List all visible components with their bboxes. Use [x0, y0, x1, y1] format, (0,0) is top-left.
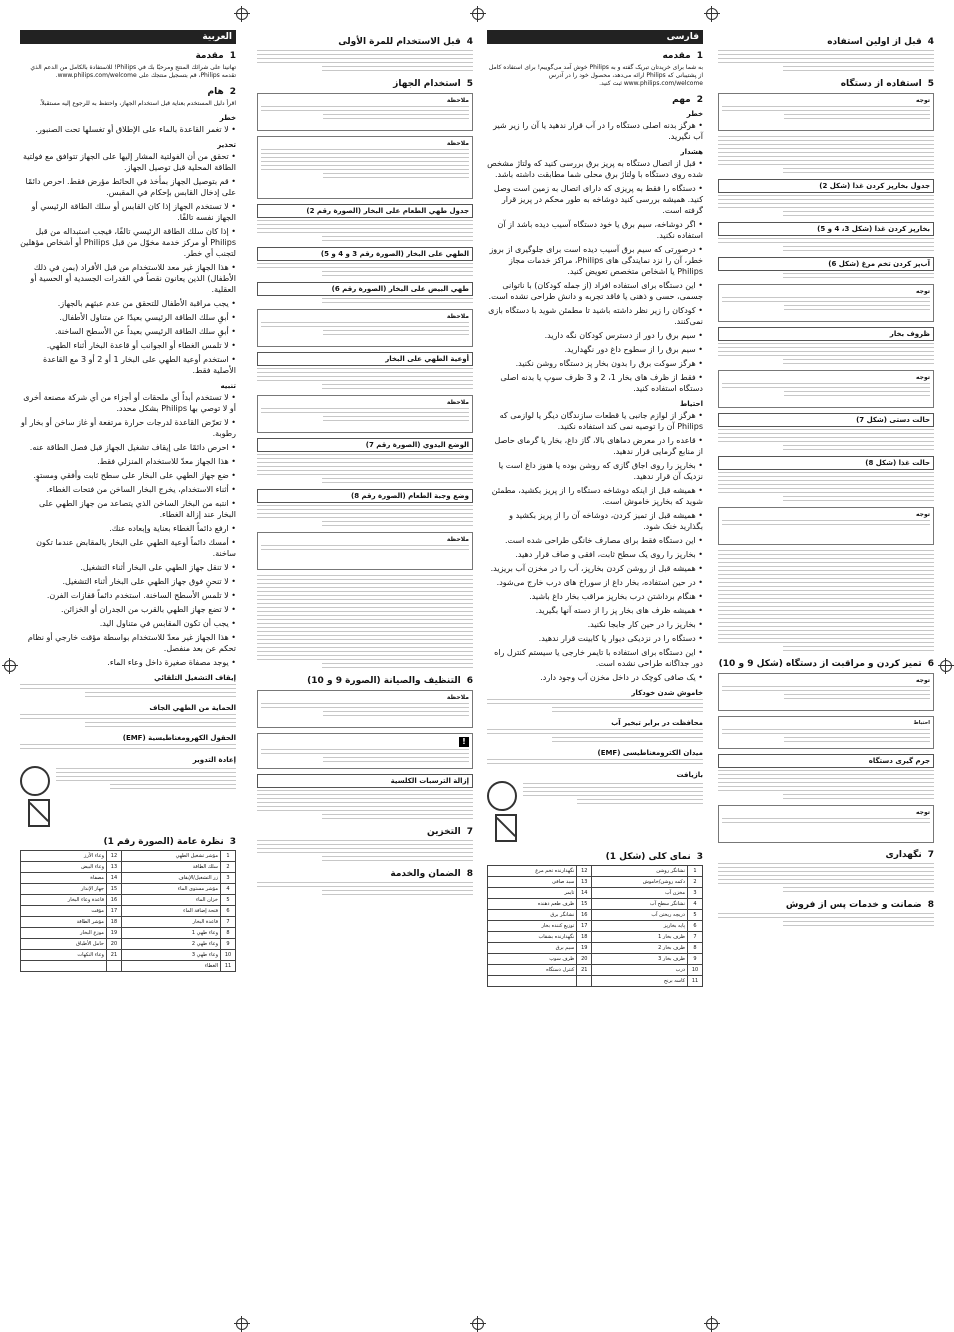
note-box: توجه	[718, 93, 934, 131]
language-header: العربية	[20, 30, 236, 44]
crossed-bin-icon	[28, 799, 50, 827]
subsection-heading: آب‌پز کردن تخم مرغ (شکل 6)	[718, 257, 934, 271]
section-heading: 2هام	[207, 87, 236, 97]
registration-mark-icon	[236, 8, 248, 20]
recycle-icon	[20, 766, 50, 796]
list-item: • درصورتی که سیم برق آسیب دیده است برای جلوگیری از بروز خطر، آن را نزد نمایندگی های Philips، مراکز خدمات مجاز Philips یا اشخاص متخصص تعویض کنید.	[487, 244, 703, 277]
section-heading: 7التخزين	[427, 827, 473, 837]
list-item: • لا تستخدم الجهاز إذا كان القابس أو سلك الطاقة الرئيسي أو الجهاز نفسه تالفًا.	[20, 201, 236, 223]
section-heading: 4قبل از اولین استفاده	[827, 37, 934, 47]
important-intro: اقرأ دليل المستخدم بعناية قبل استخدام الجهاز، واحتفظ به للرجوع إليه مستقبلاً.	[39, 100, 236, 107]
registration-mark-icon	[236, 1318, 248, 1330]
intro-text: تهانينا على شرائك المنتج ومرحبًا بك في Philips! للاستفادة بالكامل من الدعم الذي تقدمه Philips، قم بتسجيل منتجك على www.philips.com/welcome.	[30, 64, 236, 79]
list-item: • در حین استفاده، بخار داغ از سوراخ های درب خارج می‌شود.	[487, 577, 703, 588]
registration-mark-icon	[940, 660, 952, 672]
danger-item: • لا تغمر القاعدة بالماء على الإطلاق أو تغسلها تحت الصنبور.	[20, 124, 236, 135]
section-heading: 5استخدام الجهاز	[393, 79, 473, 89]
persian-column-1	[487, 30, 703, 987]
warning-label: احتیاط	[913, 720, 930, 726]
registration-mark-icon	[472, 1318, 484, 1330]
section-heading: 8الضمان والخدمة	[390, 869, 473, 879]
subheading: الحقول الكهرومغناطيسية (EMF)	[122, 734, 236, 742]
list-item: • قبل از اتصال دستگاه به پریز برق بررسی کنید که ولتاژ مشخص شده روی دستگاه با ولتاژ برق محلی شما مطابقت داشته باشد.	[487, 158, 703, 180]
list-item: • سیم برق را دور از دسترس کودکان نگه دارید.	[487, 330, 703, 341]
subsection-heading: بخارپز کردن غذا (شکل 3، 4 و 5)	[718, 222, 934, 236]
table-row: 6 پایه بخارپز 17 توزیع کننده بخار	[488, 921, 703, 932]
warning-box	[718, 716, 934, 749]
note-box: ملاحظة	[257, 690, 473, 728]
table-row: 9 ظرف بخار 3 20 ظرف سوپ	[488, 954, 703, 965]
arabic-column-2	[257, 30, 473, 898]
list-item: • بخارپز را روی اجاق گازی که روشن بوده یا هنوز داغ است یا نزدیک آن قرار ندهید.	[487, 460, 703, 482]
subsection-heading: الطهي على البخار (الصورة رقم 3 و 4 و 5)	[257, 247, 473, 261]
warning-heading: تحذير	[217, 141, 236, 149]
section-heading: 5استفاده از دستگاه	[840, 79, 934, 89]
parts-table	[20, 850, 236, 972]
list-item: • ارفع دائماً الغطاء بعناية وإبعاده عنك.	[20, 523, 236, 534]
list-item: • يوجد مصفاة صغيرة داخل وعاء الماء.	[20, 657, 236, 668]
table-row: 3 زر التشغيل/الإيقاف 14 مصفاة	[21, 873, 236, 884]
table-row: 4 نشانگر سطح آب 15 ظرف طعم دهنده	[488, 899, 703, 910]
table-row: 2 دکمه روشن/خاموش 13 سبد صافی	[488, 877, 703, 888]
subsection-heading: طهي البيض على البخار (الصورة رقم 6)	[257, 282, 473, 296]
table-row: 6 فتحة إضافة الماء 17 مؤقت	[21, 906, 236, 917]
warning-box	[257, 733, 473, 769]
danger-heading: خطر	[686, 110, 703, 118]
subsection-heading: جدول طهي الطعام على البخار (الصورة رقم 2)	[257, 204, 473, 218]
table-row: 3 مخزن آب 14 تایمر	[488, 888, 703, 899]
subsection-heading: جدول بخارپز کردن غذا (شکل 2)	[718, 179, 934, 193]
recycle-icon	[487, 781, 517, 811]
note-box: ملاحظة	[257, 309, 473, 347]
note-box: توجه	[718, 805, 934, 843]
list-item: • یک صافی کوچک در داخل مخزن آب وجود دارد.	[487, 672, 703, 683]
subsection-heading: وضع وجبة الطعام (الصورة رقم 8)	[257, 489, 473, 503]
section-heading: 4قبل الاستخدام للمرة الأولى	[338, 37, 473, 47]
list-item: • لا تعرّض القاعدة لدرجات حرارة مرتفعة أو غاز ساخن أو بخار أو رطوبة.	[20, 417, 236, 439]
list-item: • همیشه قبل از روشن کردن بخارپز، آب را در مخزن آب بریزید.	[487, 563, 703, 574]
list-item: • لا تستخدم أبداً أي ملحقات أو أجزاء من أي شركة مصنعة أخرى أو لا توصي بها Philips بشكل محدد.	[20, 392, 236, 414]
parts-table	[487, 865, 703, 987]
list-item: • يجب مراقبة الأطفال للتحقق من عدم عبثهم بالجهاز.	[20, 298, 236, 309]
list-item: • أبقِ سلك الطاقة الرئيسي بعيداً عن الأسطح الساخنة.	[20, 326, 236, 337]
subsection-heading: حالت غذا (شکل 8)	[718, 456, 934, 470]
table-row: 10 وعاء طهي 3 21 وعاء النكهات	[21, 950, 236, 961]
list-item: • این دستگاه برای استفاده با تایمر خارجی یا سیستم کنترل راه دور جداگانه طراحی نشده است.	[487, 647, 703, 669]
list-item: • هذا الجهاز معدّ للاستخدام المنزلي فقط.	[20, 456, 236, 467]
note-box: ملاحظة	[257, 395, 473, 433]
registration-mark-icon	[706, 8, 718, 20]
note-box: توجه	[718, 507, 934, 545]
list-item: • تحقق من أن الفولتية المشار إليها على الجهاز تتوافق مع فولتية الطاقة المحلية قبل توصيل الجهاز.	[20, 151, 236, 173]
section-heading: 8ضمانت و خدمات پس از فروش	[785, 900, 934, 910]
section-heading: 3نمای کلی (شکل 1)	[605, 852, 703, 862]
list-item: • اگر دوشاخه، سیم برق یا خود دستگاه آسیب دیده باشد از آن استفاده نکنید.	[487, 219, 703, 241]
table-row: 1 نشانگر روشن 12 نگهدارنده تخم مرغ	[488, 866, 703, 877]
caution-list	[20, 392, 236, 668]
persian-column-2	[718, 30, 934, 929]
section-heading: 2مهم	[672, 95, 703, 105]
warning-icon: !	[459, 737, 469, 747]
list-item: • إذا كان سلك الطاقة الرئيسي تالفًا، فيجب استبداله من قبل Philips أو مركز خدمة مخوّل من قبل Philips أو أشخاص مؤهلين لتجنب أي خطر.	[20, 226, 236, 259]
list-item: • لا تلمس الغطاء أو الجوانب أو قاعدة البخار أثناء الطهي.	[20, 340, 236, 351]
table-row: 11 الغطاء	[21, 961, 236, 972]
list-item: • انتبه من البخار الساخن الذي يتصاعد من جهاز الطهي على البخار عند إزالة الغطاء.	[20, 498, 236, 520]
list-item: • يجب أن تكون المقابس في متناول اليد.	[20, 618, 236, 629]
arabic-column-1	[20, 30, 236, 972]
subheading: الحماية من الطهي الجاف	[149, 704, 236, 712]
list-item: • لا تنقل جهاز الطهي على البخار أثناء التشغيل.	[20, 562, 236, 573]
note-box: توجه	[718, 284, 934, 322]
subsection-heading: الوضع اليدوي (الصورة رقم 7)	[257, 438, 473, 452]
registration-mark-icon	[706, 1318, 718, 1330]
note-box: ملاحظة	[257, 93, 473, 131]
subheading: إعادة التدوير	[192, 756, 236, 764]
section-heading: 6التنظيف والصيانة (الصورة 9 و 10)	[307, 676, 473, 686]
list-item: • أثناء الاستخدام، يخرج البخار الساخن من فتحات الغطاء.	[20, 484, 236, 495]
registration-mark-icon	[4, 660, 16, 672]
section-heading: 1مقدمة	[195, 51, 236, 61]
note-box: توجه	[718, 673, 934, 711]
table-row: 1 مؤشر تشغيل الطهي 12 وعاء الأرز	[21, 851, 236, 862]
subsection-heading: جرم گیری دستگاه	[718, 754, 934, 768]
list-item: • لا تلمس الأسطح الساخنة. استخدم دائماً قفازات الفرن.	[20, 590, 236, 601]
table-row: 4 مؤشر مستوى الماء 15 جهاز الإنذار	[21, 884, 236, 895]
list-item: • دستگاه را در نزدیکی دیوار یا کابینت قرار ندهید.	[487, 633, 703, 644]
list-item: • هنگام برداشتن درب بخارپز مراقب بخار داغ باشید.	[487, 591, 703, 602]
caution-heading: تنبيه	[220, 382, 236, 390]
subheading: إيقاف التشغيل التلقائي	[154, 674, 236, 682]
list-item: • دستگاه را فقط به پریزی که دارای اتصال به زمین است وصل کنید. همیشه بررسی کنید دوشاخه به طور محکم در پریز قرار گرفته است.	[487, 183, 703, 216]
table-row: 9 وعاء طهي 2 20 حامل الأطباق	[21, 939, 236, 950]
list-item: • بخارپز را روی یک سطح ثابت، افقی و صاف قرار دهید.	[487, 549, 703, 560]
note-box: ملاحظة	[257, 136, 473, 199]
list-item: • هرگز از لوازم جانبی یا قطعات سازندگان دیگر یا لوازمی که Philips آن را توصیه نمی کند استفاده نکنید.	[487, 410, 703, 432]
list-item: • همیشه ظرف های بخار پز را از دسته آنها بگیرید.	[487, 605, 703, 616]
section-heading: 3نظرة عامة (الصورة رقم 1)	[103, 837, 236, 847]
note-box: توجه	[718, 370, 934, 408]
caution-list	[487, 410, 703, 683]
table-row: 8 وعاء طهي 1 19 موزع البخار	[21, 928, 236, 939]
list-item: • هرگز سوکت برق را بدون بخار پز دستگاه روشن نکنید.	[487, 358, 703, 369]
note-box: ملاحظة	[257, 532, 473, 570]
subheading: محافظت در برابر تبخیر آب	[611, 719, 703, 727]
list-item: • لا تنحنِ فوق جهاز الطهي على البخار أثناء التشغيل.	[20, 576, 236, 587]
list-item: • احرص دائمًا على إيقاف تشغيل الجهاز قبل فصل الطاقة عنه.	[20, 442, 236, 453]
list-item: • این دستگاه فقط برای مصارف خانگی طراحی شده است.	[487, 535, 703, 546]
section-heading: 1مقدمه	[662, 51, 703, 61]
subsection-heading: أوعية الطهي على البخار	[257, 352, 473, 366]
caution-heading: احتیاط	[679, 400, 703, 408]
subheading: بازیافت	[676, 771, 703, 779]
warning-list	[20, 151, 236, 376]
list-item: • قاعده را در معرض دماهای بالا، گاز داغ، بخار یا گرمای حاصل از منابع گرمایی قرار ندهید.	[487, 435, 703, 457]
table-row: 5 دریچه ریختن آب 16 نشانگر برق	[488, 910, 703, 921]
crossed-bin-icon	[495, 814, 517, 842]
list-item: • هذا الجهاز غير معد للاستخدام من قبل الأفراد (بمن في ذلك الأطفال) الذين يعانون نقصاً في القدرات الجسدية أو الحسية أو العقلية.	[20, 262, 236, 295]
table-row: 2 سلك الطاقة 13 وعاء البيض	[21, 862, 236, 873]
list-item: • بخارپز را در حین کار جابجا نکنید.	[487, 619, 703, 630]
danger-item: • هرگز بدنه اصلی دستگاه را در آب قرار ندهید یا آن را زیر شیر آب نگیرید.	[487, 120, 703, 142]
table-row: 7 ظرف بخار 1 18 نگهدارنده بشقاب	[488, 932, 703, 943]
danger-heading: خطر	[219, 114, 236, 122]
list-item: • استخدم أوعية الطهي على البخار 1 أو 2 أو 3 مع القاعدة الأصلية فقط.	[20, 354, 236, 376]
list-item: • کودکان را زیر نظر داشته باشید تا مطمئن شوید با دستگاه بازی نمی‌کنند.	[487, 305, 703, 327]
subsection-heading: ظروف بخار	[718, 327, 934, 341]
warning-list	[487, 158, 703, 394]
list-item: • فقط از ظرف های بخار 1، 2 و 3 ظرف سوپ یا بدنه اصلی دستگاه استفاده کنید.	[487, 372, 703, 394]
list-item: • همیشه قبل از اینکه دوشاخه دستگاه را از پریز بکشید، مطمئن شوید که بخارپز خاموش است.	[487, 485, 703, 507]
table-row: 10 درب 21 کنترل دستگاه	[488, 965, 703, 976]
subsection-heading: إزالة الترسبات الكلسية	[257, 774, 473, 788]
table-row: 8 ظرف بخار 2 19 سیم برق	[488, 943, 703, 954]
list-item: • أمسك دائماً أوعية الطهي على البخار بالمقابض عندما تكون ساخنة.	[20, 537, 236, 559]
list-item: • هذا الجهاز غير معدّ للاستخدام بواسطة مؤقت خارجي أو نظام تحكم عن بعد منفصل.	[20, 632, 236, 654]
section-heading: 7نگهداری	[885, 850, 934, 860]
list-item: • این دستگاه برای استفاده افراد (از جمله کودکان) با ناتوانی جسمی، حسی و ذهنی یا فاقد تجربه و دانش طراحی نشده است.	[487, 280, 703, 302]
list-item: • أبقِ سلك الطاقة الرئيسي بعيدًا عن متناول الأطفال.	[20, 312, 236, 323]
table-row: 5 خزان الماء 16 قاعدة وعاء البخار	[21, 895, 236, 906]
section-heading: 6تمیز کردن و مراقبت از دستگاه (شکل 9 و 10)	[718, 659, 934, 669]
list-item: • لا تضع جهاز الطهي بالقرب من الجدران أو الخزائن.	[20, 604, 236, 615]
list-item: • همیشه قبل از تمیز کردن، دوشاخه آن را از پریز بکشید و بگذارید خنک شود.	[487, 510, 703, 532]
subheading: میدان الکترومغناطیسی (EMF)	[597, 749, 703, 757]
table-row: 11 کاسه برنج	[488, 976, 703, 987]
list-item: • قم بتوصيل الجهاز بمأخذ في الحائط مؤرض فقط. احرص دائمًا على إدخال القابس بإحكام في المقبس.	[20, 176, 236, 198]
list-item: • سیم برق را از سطوح داغ دور نگهدارید.	[487, 344, 703, 355]
language-header: فارسی	[487, 30, 703, 44]
registration-mark-icon	[472, 8, 484, 20]
intro-text: به شما برای خریدتان تبریک گفته و به Philips خوش آمد می‌گوییم! برای استفاده کامل از پشتیبانی که Philips ارائه می‌دهد، محصول خود را در آدرس www.philips.com/welcome ثبت کنید.	[488, 64, 703, 87]
subheading: خاموش شدن خودکار	[631, 689, 703, 697]
warning-heading: هشدار	[680, 148, 703, 156]
subsection-heading: حالت دستی (شکل 7)	[718, 413, 934, 427]
list-item: • ضع جهاز الطهي على البخار على سطح ثابت وأفقي ومستوٍ.	[20, 470, 236, 481]
table-row: 7 قاعدة البخار 18 مؤشر الطاقة	[21, 917, 236, 928]
